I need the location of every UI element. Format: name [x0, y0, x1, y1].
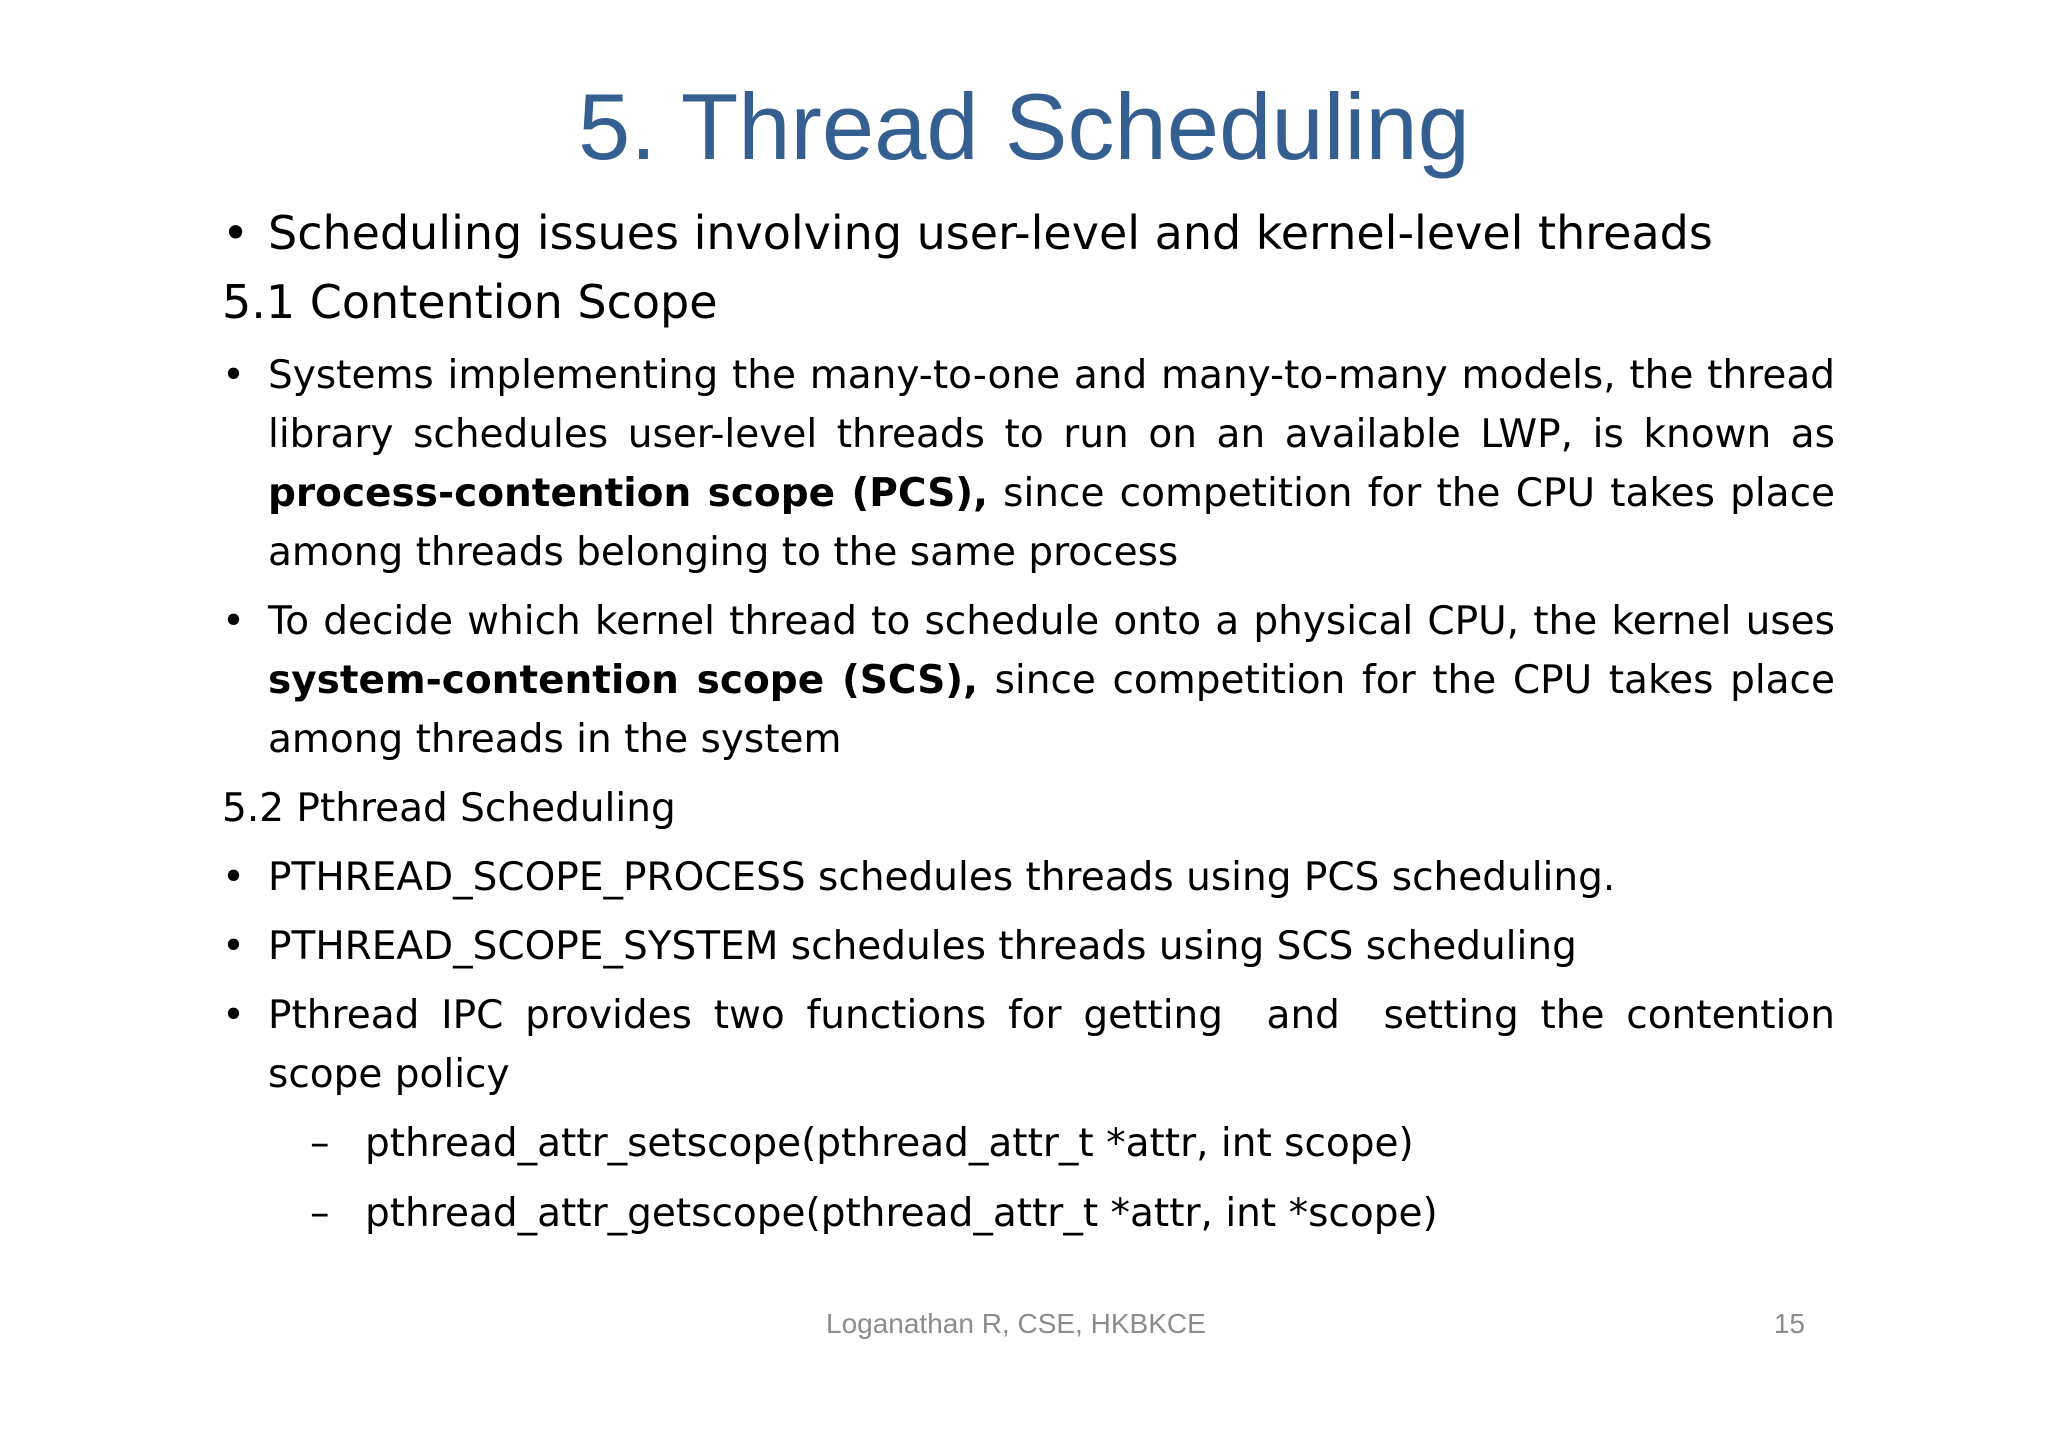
bullet-scs — [222, 592, 1835, 769]
bullet-dot: • — [222, 924, 246, 969]
bold-term-pcs: process-contention scope (PCS), — [268, 471, 988, 516]
bullet-text — [268, 346, 1835, 582]
bullet-intro — [222, 196, 1835, 270]
bold-term-scs: system-contention scope (SCS), — [268, 658, 978, 703]
footer-page-number: 15 — [1773, 1308, 1805, 1339]
bullet-text-part: Systems implementing the many-to-one and many-to-many models, the thread library schedules user-level threads to run on an available LWP, is known as — [268, 353, 1835, 457]
bullet-ipc-functions — [222, 986, 1848, 1104]
bullet-text-part: To decide which kernel thread to schedule onto a physical CPU, the kernel uses — [268, 599, 1835, 644]
slide-content — [222, 196, 1848, 1254]
bullet-scope-process — [222, 848, 1835, 907]
sub-bullet-getscope — [310, 1184, 1835, 1243]
bullet-pcs — [222, 346, 1835, 582]
bullet-dot: • — [222, 353, 246, 398]
bullet-dot: • — [222, 993, 246, 1038]
section-heading-text: 5.2 Pthread Scheduling — [222, 786, 676, 831]
bullet-text — [268, 592, 1835, 769]
footer-author: Loganathan R, CSE, HKBKCE — [826, 1308, 1206, 1339]
bullet-dot: • — [222, 206, 250, 260]
sub-bullet-text: pthread_attr_setscope(pthread_attr_t *attr, int scope) — [365, 1121, 1414, 1166]
bullet-dot: • — [222, 599, 246, 644]
bullet-text: PTHREAD_SCOPE_SYSTEM schedules threads using SCS scheduling — [268, 924, 1577, 969]
section-heading-text: 5.1 Contention Scope — [222, 275, 718, 329]
dash-marker: – — [310, 1191, 330, 1236]
bullet-text-part: since competition for the CPU takes place among threads belonging to the same process — [268, 471, 1836, 575]
sub-bullet-text: pthread_attr_getscope(pthread_attr_t *attr, int *scope) — [365, 1191, 1438, 1236]
section-heading-contention-scope — [222, 270, 1835, 334]
slide-title: 5. Thread Scheduling — [578, 74, 1470, 179]
bullet-dot: • — [222, 855, 246, 900]
bullet-text: Pthread IPC provides two functions for getting and setting the contention scope policy — [268, 993, 1848, 1097]
dash-marker: – — [310, 1121, 330, 1166]
bullet-text: PTHREAD_SCOPE_PROCESS schedules threads using PCS scheduling. — [268, 855, 1616, 900]
sub-bullet-setscope — [310, 1114, 1835, 1173]
bullet-scope-system — [222, 917, 1835, 976]
section-heading-pthread-scheduling — [222, 779, 1835, 838]
bullet-text: Scheduling issues involving user-level and kernel-level threads — [268, 206, 1713, 260]
bullet-text-part: since competition for the CPU takes place among threads in the system — [268, 658, 1835, 762]
